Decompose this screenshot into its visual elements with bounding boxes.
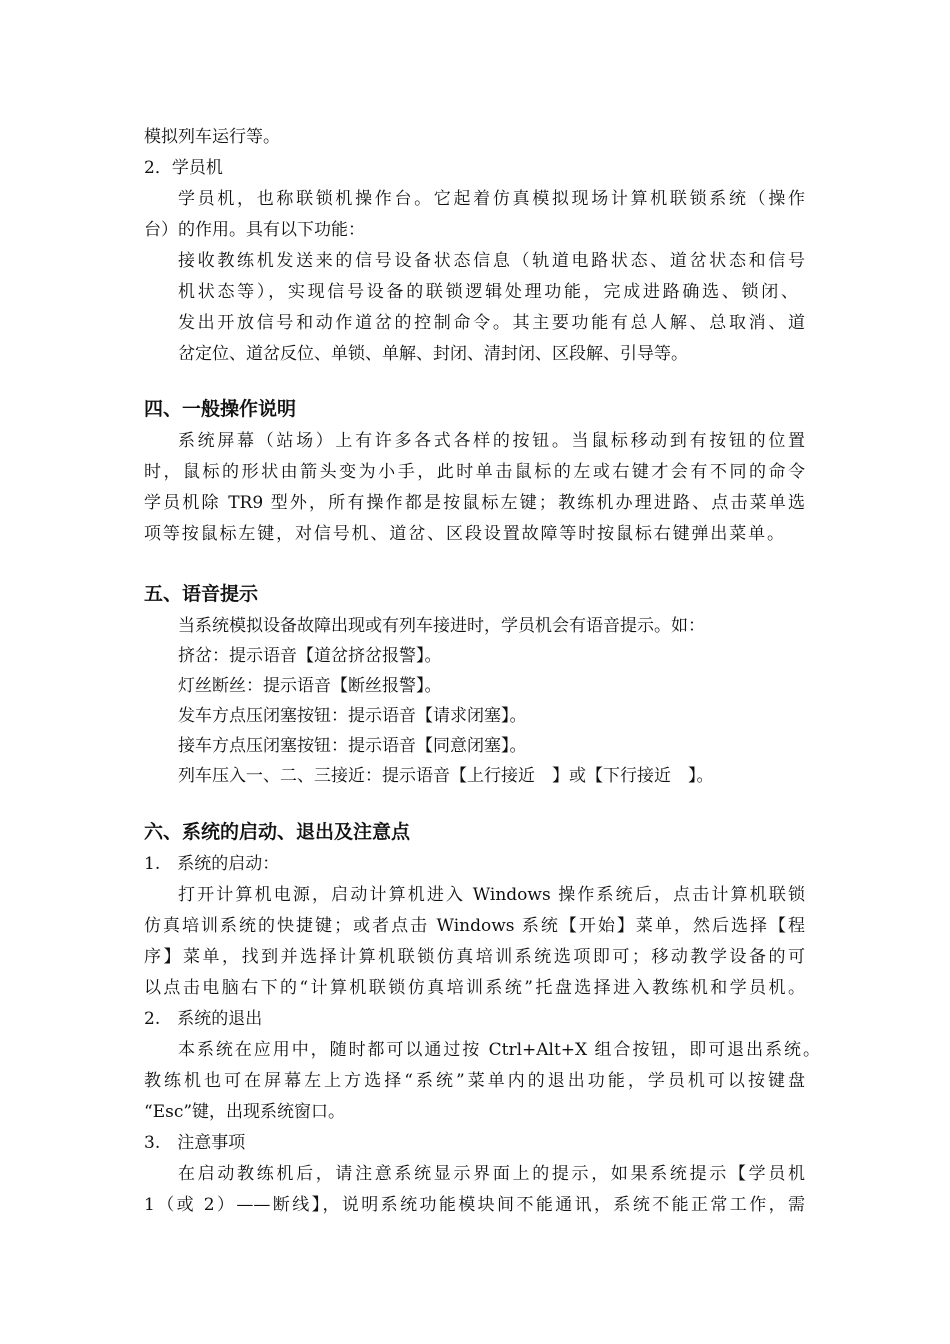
s5-line-5: 接车方点压闭塞按钮：提示语音【同意闭塞】。 [178,736,527,756]
s6-sub-1-line-1: 打开计算机电源，启动计算机进入 Windows 操作系统后，点击计算机联锁 [178,885,805,905]
s4-line-4: 项等按鼠标左键，对信号机、道岔、区段设置故障等时按鼠标右键弹出菜单。 [144,524,784,544]
s4-line-3: 学员机除 TR9 型外，所有操作都是按鼠标左键；教练机办理进路、点击菜单选 [144,493,805,513]
s6-sub-3-title: 3. 注意事项 [144,1133,246,1153]
s5-line-3: 灯丝断丝：提示语音【断丝报警】。 [178,676,442,696]
s6-sub-1-line-3: 序】菜单，找到并选择计算机联锁仿真培训系统选项即可；移动教学设备的可 [144,947,805,967]
s6-sub-3-line-1: 在启动教练机后，请注意系统显示界面上的提示，如果系统提示【学员机 [178,1164,805,1184]
s6-sub-1-line-4: 以点击电脑右下的“计算机联锁仿真培训系统”托盘选择进入教练机和学员机。 [144,978,805,998]
s6-sub-1-title: 1. 系统的启动： [144,854,280,874]
s6-sub-1-line-2: 仿真培训系统的快捷键；或者点击 Windows 系统【开始】菜单，然后选择【程 [144,916,805,936]
s5-line-1: 当系统模拟设备故障出现或有列车接进时，学员机会有语音提示。如： [178,616,705,636]
s5-line-6: 列车压入一、二、三接近：提示语音【上行接近 】或【下行接近 】。 [178,766,714,786]
s2-p2-line-4: 岔定位、道岔反位、单锁、单解、封闭、清封闭、区段解、引导等。 [178,344,688,364]
s6-sub-2-title: 2. 系统的退出 [144,1009,263,1029]
s6-sub-2-line-1: 本系统在应用中，随时都可以通过按 Ctrl+Alt+X 组合按钮，即可退出系统。 [178,1040,820,1060]
s2-p2-line-2: 机状态等），实现信号设备的联锁逻辑处理功能，完成进路确选、锁闭、 [178,282,798,302]
s5-line-2: 挤岔：提示语音【道岔挤岔报警】。 [178,646,442,666]
s6-sub-2-line-3: “Esc”键，出现系统窗口。 [144,1102,346,1122]
s2-p2-line-3: 发出开放信号和动作道岔的控制命令。其主要功能有总人解、总取消、道 [178,313,805,333]
s2-p2-line-1: 接收教练机发送来的信号设备状态信息（轨道电路状态、道岔状态和信号 [178,251,805,271]
heading-section-5: 五、语音提示 [144,583,259,605]
heading-section-4: 四、一般操作说明 [144,398,297,420]
s6-sub-2-line-2: 教练机也可在屏幕左上方选择“系统”菜单内的退出功能，学员机可以按键盘 [144,1071,805,1091]
s2-p1-line-2: 台）的作用。具有以下功能： [144,220,365,240]
s4-line-2: 时，鼠标的形状由箭头变为小手，此时单击鼠标的左或右键才会有不同的命令 [144,462,805,482]
s5-line-4: 发车方点压闭塞按钮：提示语音【请求闭塞】。 [178,706,527,726]
s4-line-1: 系统屏幕（站场）上有许多各式各样的按钮。当鼠标移动到有按钮的位置 [178,431,805,451]
intro-tail-line: 模拟列车运行等。 [144,127,280,147]
section-2-title: 2．学员机 [144,158,223,178]
s2-p1-line-1: 学员机，也称联锁机操作台。它起着仿真模拟现场计算机联锁系统（操作 [178,189,805,209]
heading-section-6: 六、系统的启动、退出及注意点 [144,821,411,843]
s6-sub-3-line-2: 1（或 2）——断线】，说明系统功能模块间不能通讯，系统不能正常工作，需 [144,1195,805,1215]
